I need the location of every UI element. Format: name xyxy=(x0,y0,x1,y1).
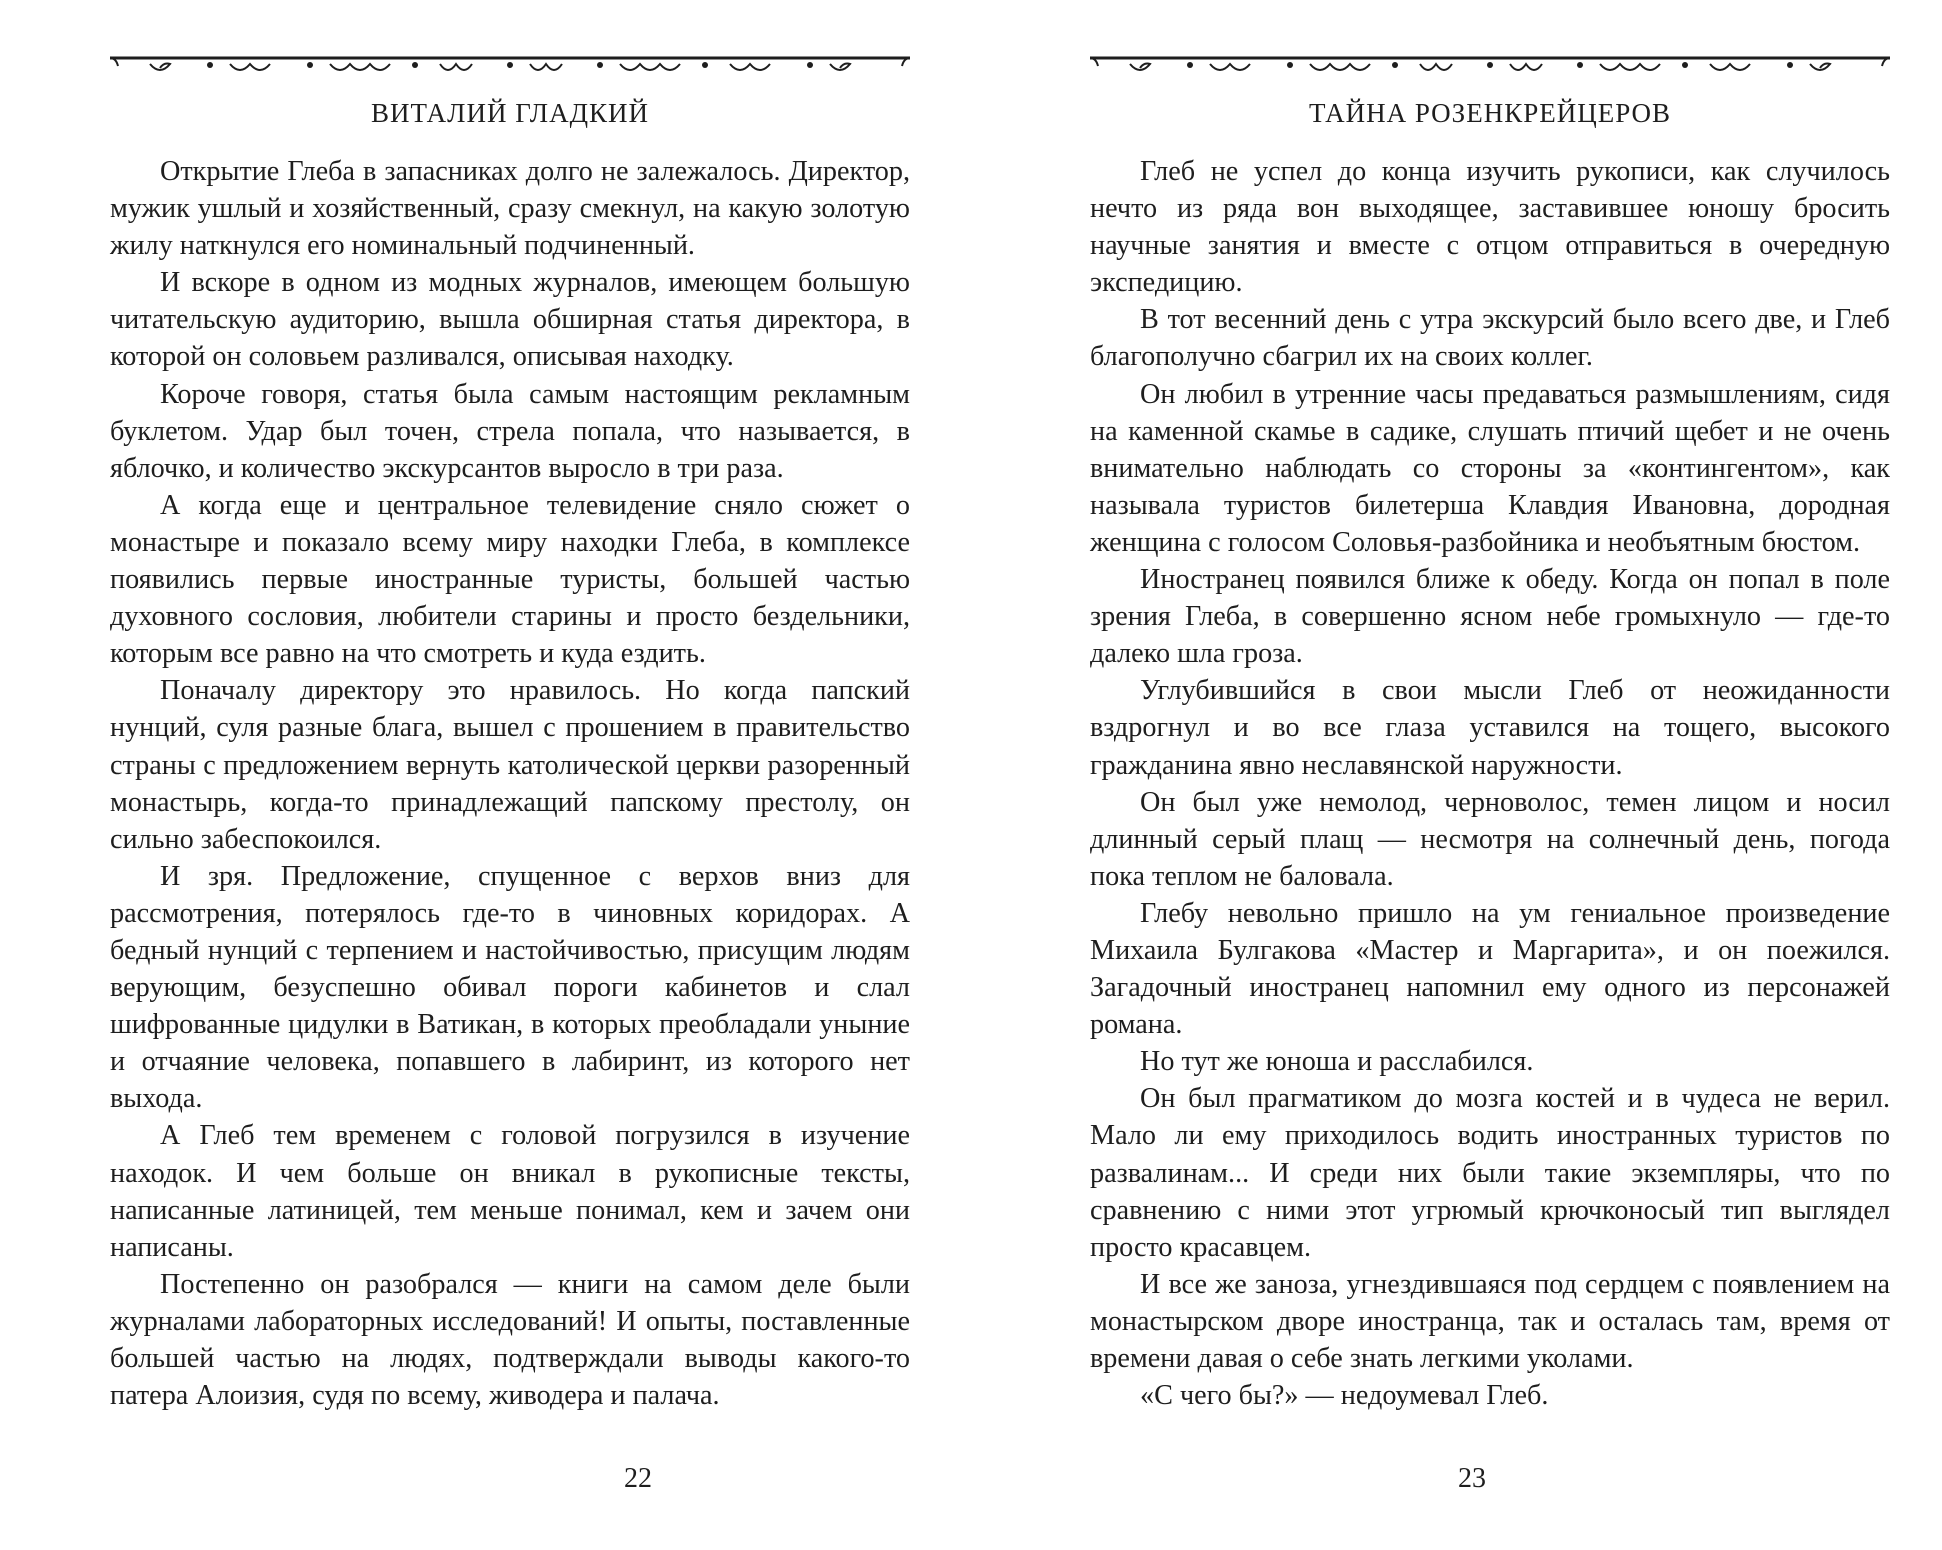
page-number: 22 xyxy=(624,1463,652,1494)
paragraph: Открытие Глеба в запасниках долго не залежалось. Директор, мужик ушлый и хозяйственный, сразу смекнул, на какую золотую жилу наткнулся его номинальный подчиненный. xyxy=(110,156,910,262)
right-page xyxy=(1090,0,1890,1550)
paragraph: И вскоре в одном из модных журналов, имеющем большую читательскую аудиторию, вышла обширная статья директора, в которой он соловьем разливался, описывая находку. xyxy=(110,267,910,373)
page-number-container xyxy=(110,1463,910,1495)
paragraph: Он любил в утренние часы предаваться размышлениям, сидя на каменной скамье в садике, слушать птичий щебет и не очень внимательно наблюдать со стороны за «контингентом», как называла туристов билетерша Клавдия Ивановна, дородная женщина с голосом Соловья-разбойника и необъятным бюстом. xyxy=(1090,378,1890,558)
paragraph: Углубившийся в свои мысли Глеб от неожиданности вздрогнул и во все глаза уставился на тощего, высокого гражданина явно неславянской наружности. xyxy=(1090,675,1890,781)
paragraph: Постепенно он разобрался — книги на самом деле были журналами лабораторных исследований! И опыты, поставленные большей частью на людях, подтверждали выводы какого-то патера Алоизия, судя по всему, живодера и палача. xyxy=(110,1268,910,1412)
paragraph: Глеб не успел до конца изучить рукописи, как случилось нечто из ряда вон выходящее, заставившее юношу бросить научные занятия и вместе с отцом отправиться в очередную экспедицию. xyxy=(1090,156,1890,299)
running-head: ТАЙНА РОЗЕНКРЕЙЦЕРОВ xyxy=(1308,98,1672,128)
running-head: ВИТАЛИЙ ГЛАДКИЙ xyxy=(370,98,650,128)
paragraph: Поначалу директору это нравилось. Но когда папский нунций, суля разные блага, вышел с прошением в правительство страны с предложением вернуть католической церкви разоренный монастырь, когда-то принадлежащий папскому престолу, он сильно забеспокоился. xyxy=(110,675,910,855)
paragraph: Иностранец появился ближе к обеду. Когда он попал в поле зрения Глеба, в совершенно ясном небе громыхнуло — где-то далеко шла гроза. xyxy=(1090,564,1890,670)
page-number-container xyxy=(1090,1463,1890,1495)
body-text xyxy=(110,153,910,1414)
paragraph: Он был уже немолод, черноволос, темен лицом и носил длинный серый плащ — несмотря на солнечный день, погода пока теплом не баловала. xyxy=(1090,786,1890,892)
paragraph: Глебу невольно пришло на ум гениальное произведение Михаила Булгакова «Мастер и Маргарита», и он поежился. Загадочный иностранец напомнил ему одного из персонажей романа. xyxy=(1090,897,1890,1041)
paragraph: А когда еще и центральное телевидение сняло сюжет о монастыре и показало всему миру находки Глеба, в комплексе появились первые иностранные туристы, большей частью духовного сословия, любители старины и просто бездельники, которым все равно на что смотреть и куда ездить. xyxy=(110,489,910,670)
header-ornament xyxy=(110,54,910,88)
paragraph: А Глеб тем временем с головой погрузился в изучение находок. И чем больше он вникал в рукописные тексты, написанные латиницей, тем меньше понимал, кем и зачем они написаны. xyxy=(110,1120,910,1263)
page-number: 23 xyxy=(1458,1463,1486,1494)
paragraph: Он был прагматиком до мозга костей и в чудеса не верил. Мало ли ему приходилось водить иностранных туристов по развалинам... И среди них были такие экземпляры, что по сравнению с ними этот угрюмый крючконосый тип выглядел просто красавцем. xyxy=(1090,1083,1890,1263)
paragraph: Короче говоря, статья была самым настоящим рекламным буклетом. Удар был точен, стрела попала, что называется, в яблочко, и количество экскурсантов выросло в три раза. xyxy=(110,378,910,484)
paragraph: Но тут же юноша и расслабился. xyxy=(1140,1046,1534,1078)
body-text xyxy=(1090,153,1890,1414)
paragraph: И зря. Предложение, спущенное с верхов вниз для рассмотрения, потерялось где-то в чиновных коридорах. А бедный нунций с терпением и настойчивостью, присущим людям верующим, безуспешно обивал пороги кабинетов и слал шифрованные цидулки в Ватикан, в которых преобладали уныние и отчаяние человека, попавшего в лабиринт, из которого нет выхода. xyxy=(110,860,910,1115)
paragraph: «С чего бы?» — недоумевал Глеб. xyxy=(1140,1380,1549,1412)
header-ornament xyxy=(1090,54,1890,88)
left-page xyxy=(110,0,910,1550)
paragraph: В тот весенний день с утра экскурсий было всего две, и Глеб благополучно сбагрил их на своих коллег. xyxy=(1090,304,1890,373)
paragraph: И все же заноза, угнездившаяся под сердцем с появлением на монастырском дворе иностранца, так и осталась там, время от времени давая о себе знать легкими уколами. xyxy=(1090,1268,1890,1374)
